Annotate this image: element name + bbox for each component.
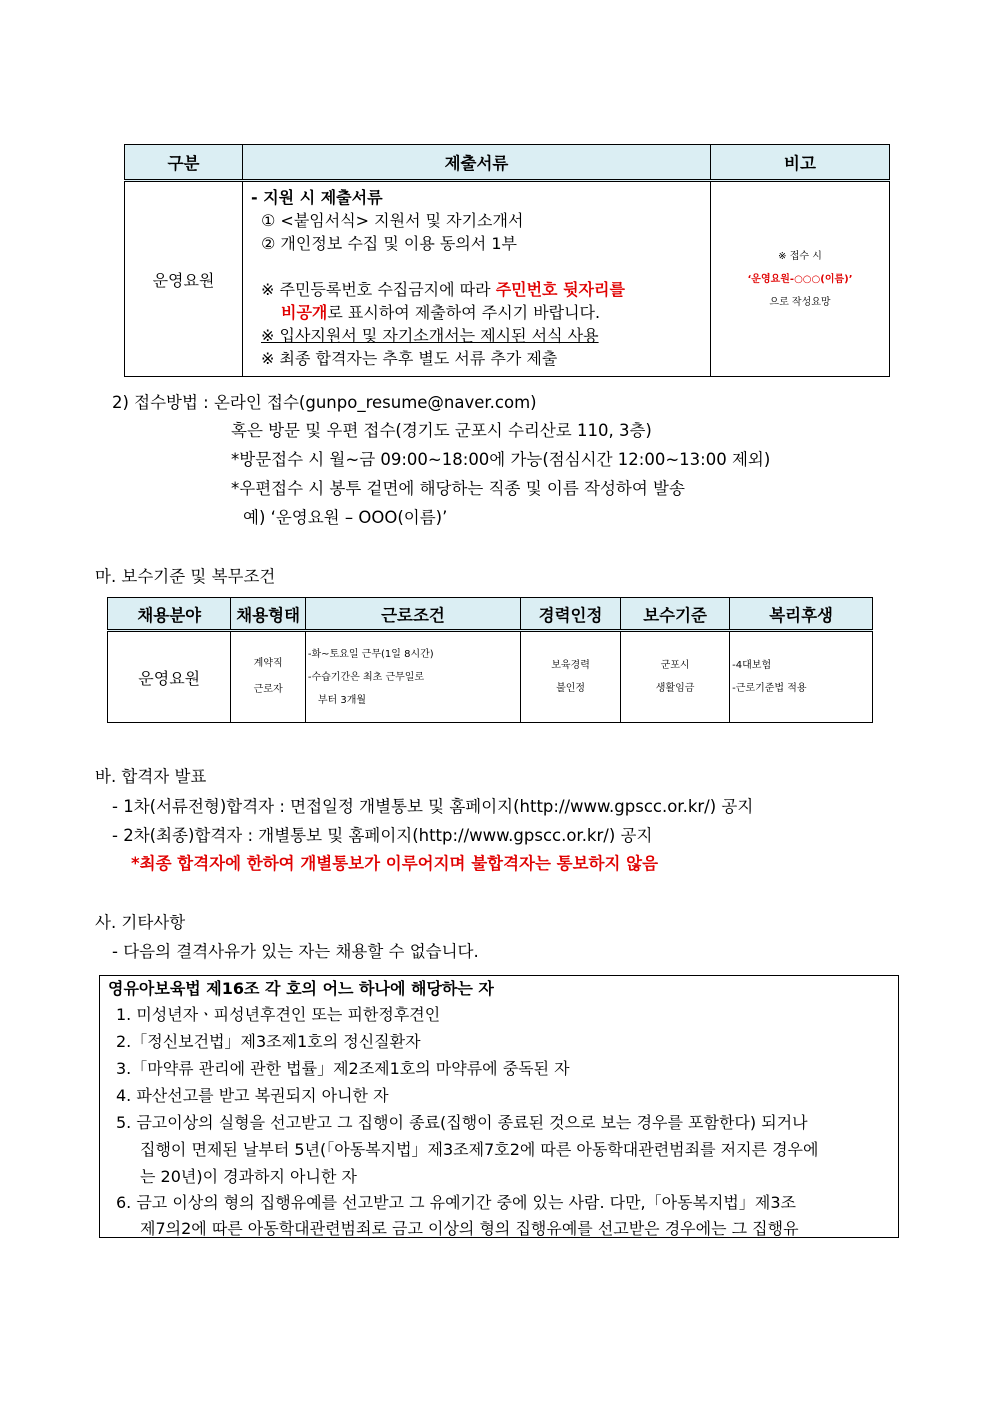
pay-header-field: 채용분야 [108,598,231,631]
docs-line-6 [251,324,710,347]
pay-field-cell [108,631,231,723]
section-sa-title: 사. 기타사항 [95,913,186,932]
section-ba-title: 바. 합격자 발표 [95,767,207,786]
pay-type-cell [231,631,305,723]
law-item-2: 2.「정신보건법」제3조제1호의 정신질환자 [116,1032,421,1051]
pay-career-line-1: 보육경력 [551,660,590,671]
pay-header-pay: 보수기준 [621,598,730,631]
pay-career-line-2: 불인정 [556,683,586,694]
law-item-1: 1. 미성년자ㆍ피성년후견인 또는 피한정후견인 [116,1005,441,1024]
pay-type-line-2: 근로자 [253,684,283,695]
section-ba-line-1: - 1차(서류전형)합격자 : 면접일정 개별통보 및 홈페이지(http://www.gpscc.or.kr/) 공지 [112,797,754,816]
documents-cell [243,181,711,377]
pay-career-cell [521,631,621,723]
section-ba-line-2: - 2차(최종)합격자 : 개별통보 및 홈페이지(http://www.gpscc.or.kr/) 공지 [112,826,653,845]
method-line-5: 예) ‘운영요원 – OOO(이름)’ [243,508,448,527]
header-documents: 제출서류 [243,145,711,181]
docs-line-5-text: 로 표시하여 제출하여 주시기 바랍니다. [327,303,601,322]
docs-line-2: ① <붙임서식> 지원서 및 자기소개서 [261,211,524,230]
pay-conditions-cell [305,631,520,723]
pay-welfare-cell [730,631,873,723]
documents-table [124,144,890,377]
pay-condition-line-2: -수습기간은 최초 근무일로 [307,671,425,683]
law-item-6-line-1: 6. 금고 이상의 형의 집행유예를 선고받고 그 유예기간 중에 있는 사람. 다만,「아동복지법」제3조 [116,1193,796,1212]
law-box-title: 영유아보육법 제16조 각 호의 어느 하나에 해당하는 자 [108,979,494,998]
pay-header-conditions: 근로조건 [305,598,520,631]
law-item-5-line-3: 는 20년)이 경과하지 아니한 자 [140,1167,357,1186]
remarks-line-1: ※ 접수 시 [778,250,822,262]
docs-line-4-highlight: 주민번호 뒷자리를 [495,280,625,299]
law-item-3: 3.「마약류 관리에 관한 법률」제2조제1호의 마약류에 중독된 자 [116,1059,570,1078]
docs-line-7: ※ 최종 합격자는 추후 별도 서류 추가 제출 [261,349,558,368]
method-line-3: *방문접수 시 월~금 09:00~18:00에 가능(점심시간 12:00~13:00 제외) [231,450,771,469]
docs-line-5 [251,301,710,324]
pay-type-line-1: 계약직 [253,658,283,669]
docs-line-4-text: ※ 주민등록번호 수집금지에 따라 [261,280,496,299]
method-line-2: 혹은 방문 및 우편 접수(경기도 군포시 수리산로 110, 3층) [231,421,652,440]
pay-condition-line-3: 부터 3개월 [317,694,367,706]
header-remarks: 비고 [711,145,890,181]
method-line-4: *우편접수 시 봉투 겉면에 해당하는 직종 및 이름 작성하여 발송 [231,479,685,498]
pay-standard-line-2: 생활임금 [655,683,695,694]
pay-standard-line-1: 군포시 [660,660,690,671]
pay-welfare-line-2: -근로기준법 적용 [732,683,807,694]
pay-condition-line-1: -화~토요일 근무(1일 8시간) [307,648,434,660]
docs-line-3: ② 개인정보 수집 및 이용 동의서 1부 [261,234,517,253]
pay-header-welfare: 복리후생 [730,598,873,631]
section-ba-notice: *최종 합격자에 한하여 개별통보가 이루어지며 불합격자는 통보하지 않음 [131,854,659,873]
law-item-5-line-1: 5. 금고이상의 실형을 선고받고 그 집행이 종료(집행이 종료된 것으로 보는 경우를 포함한다) 되거나 [116,1113,808,1132]
docs-line-6-text: ※ 입사지원서 및 자기소개서는 제시된 서식 사용 [261,326,599,345]
section-sa-line-1: - 다음의 결격사유가 있는 자는 채용할 수 없습니다. [112,942,479,961]
method-line-1: 2) 접수방법 : 온라인 접수(gunpo_resume@naver.com) [112,393,537,412]
category-text: 운영요원 [152,270,215,290]
law-item-6-line-2: 제7의2에 따른 아동학대관련범죄로 금고 이상의 형의 집행유예를 선고받은 경우에는 그 집행유 [140,1219,799,1238]
remarks-cell [711,181,890,377]
pay-header-type: 채용형태 [231,598,305,631]
remarks-line-3: 으로 작성요망 [769,296,831,308]
pay-header-career: 경력인정 [521,598,621,631]
docs-line-4 [251,278,710,301]
docs-line-1: - 지원 시 제출서류 [251,188,383,207]
pay-welfare-line-1: -4대보험 [732,660,772,671]
pay-field-text: 운영요원 [138,668,201,688]
category-cell [125,181,243,377]
remarks-line-2: ‘운영요원-○○○(이름)’ [747,273,853,285]
law-box [99,975,899,1238]
docs-line-5-highlight: 비공개 [281,303,328,322]
pay-standard-cell [621,631,730,723]
law-item-5-line-2: 집행이 면제된 날부터 5년(「아동복지법」제3조제7호2에 따른 아동학대관련범죄를 저지른 경우에 [140,1140,819,1159]
law-item-4: 4. 파산선고를 받고 복권되지 아니한 자 [116,1086,389,1105]
header-category: 구분 [125,145,243,181]
pay-table [107,597,873,723]
section-ma-title: 마. 보수기준 및 복무조건 [95,567,276,586]
